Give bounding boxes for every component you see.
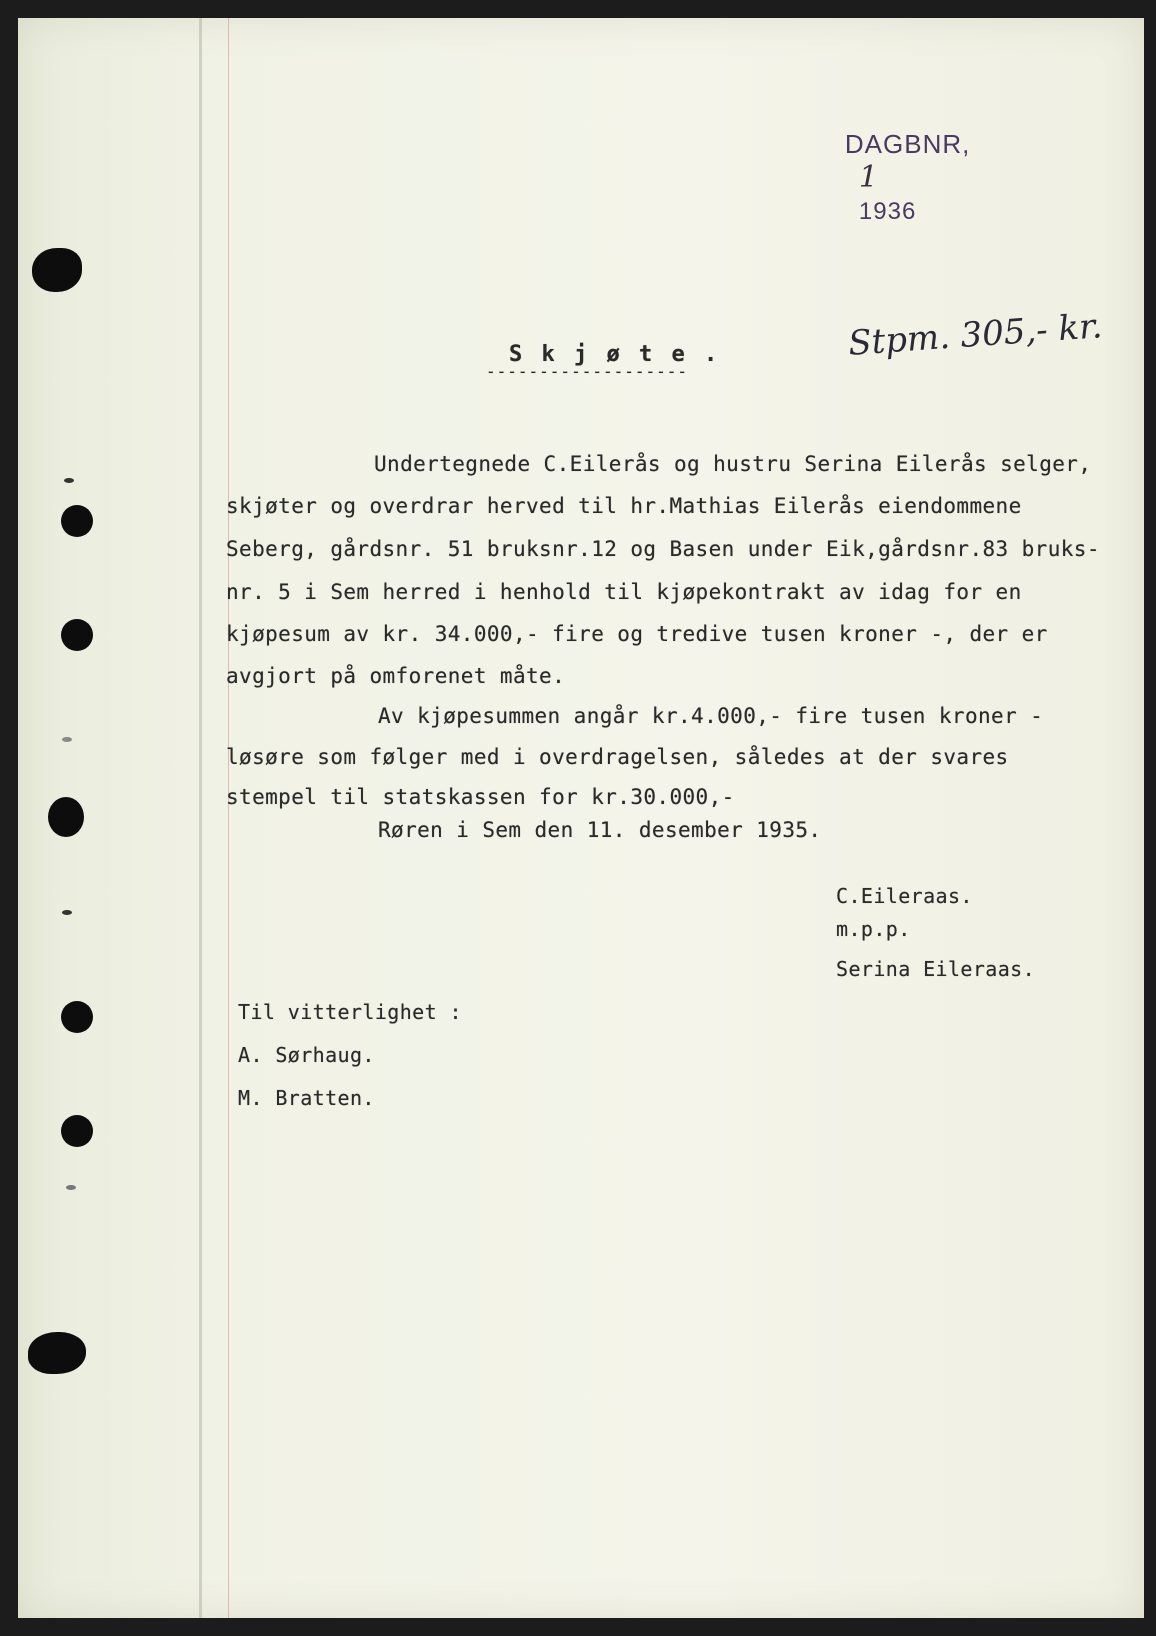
document-title: S k j ø t e . [509,342,721,367]
body-line: løsøre som følger med i overdragelsen, således at der svares [226,745,1009,769]
body-line: avgjort på omforenet måte. [226,664,566,688]
body-line: nr. 5 i Sem herred i henhold til kjøpekontrakt av idag for en [226,580,1022,604]
signature-line: Serina Eileraas. [836,957,1036,981]
punch-hole [28,1332,86,1374]
stamp-year: 1936 [858,198,917,225]
ink-speck [64,478,74,483]
registry-stamp [812,98,970,257]
ink-speck [62,737,72,742]
ink-speck [66,1185,76,1190]
signature-line: C.Eileraas. [836,884,973,908]
signature-line: m.p.p. [836,917,911,941]
body-line: Seberg, gårdsnr. 51 bruksnr.12 og Basen under Eik,gårdsnr.83 bruks- [226,537,1100,561]
witness-name: M. Bratten. [238,1086,375,1110]
title-underline: ------------------- [486,362,689,381]
body-line: Undertegnede C.Eilerås og hustru Serina Eilerås selger, [374,452,1092,476]
punch-hole [61,619,93,651]
body-line: skjøter og overdrar herved til hr.Mathias Eilerås eiendommene [226,494,1022,518]
binding-fold [199,18,202,1618]
punch-hole [48,797,84,837]
witness-heading: Til vitterlighet : [238,1000,462,1024]
place-date: Røren i Sem den 11. desember 1935. [378,818,822,842]
punch-hole [61,505,93,537]
stamp-label: DAGBNR, [844,129,971,159]
body-line: Av kjøpesummen angår kr.4.000,- fire tusen kroner - [378,704,1044,728]
punch-hole [32,248,82,292]
punch-hole [61,1115,93,1147]
body-line: stempel til statskassen for kr.30.000,- [226,785,735,809]
witness-name: A. Sørhaug. [238,1043,375,1067]
ink-speck [62,910,72,915]
body-line: kjøpesum av kr. 34.000,- fire og tredive tusen kroner -, der er [226,622,1048,646]
handwritten-note: Stpm. 305,- kr. [846,306,1104,364]
margin-line [228,18,229,1618]
punch-hole [61,1001,93,1033]
stamp-number: 1 [858,160,879,195]
